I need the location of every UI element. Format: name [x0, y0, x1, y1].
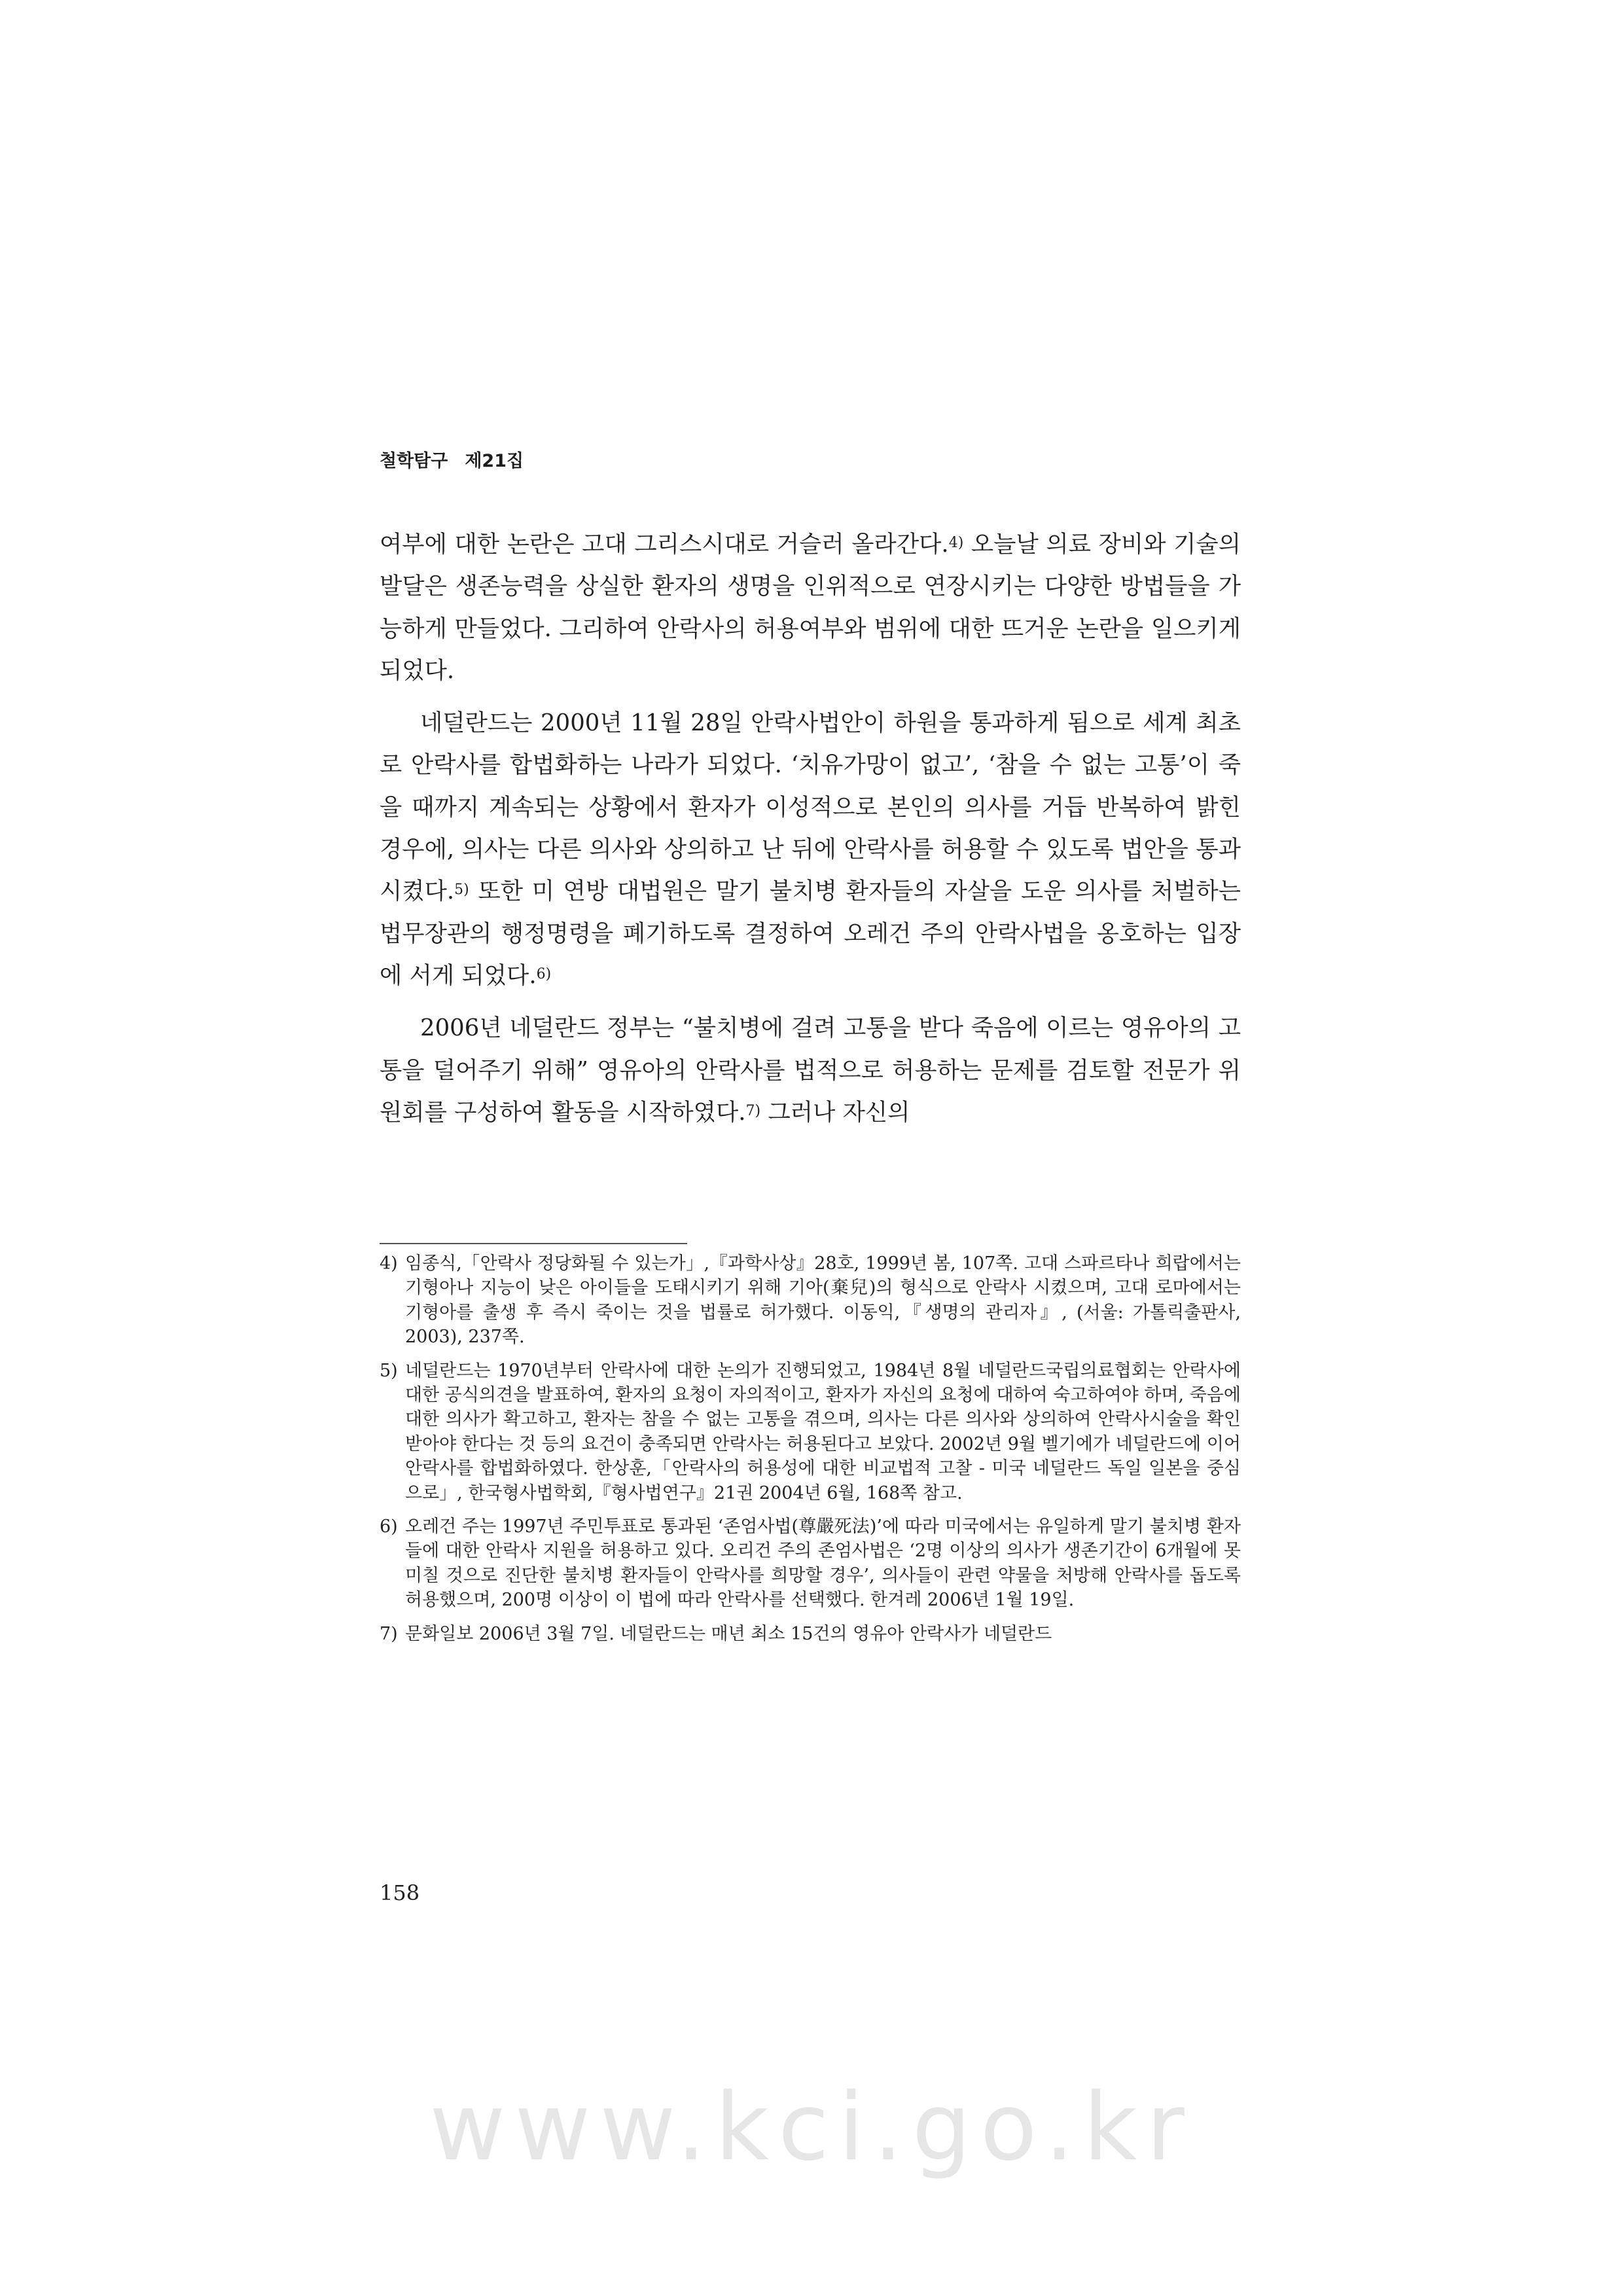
footnote	[380, 1622, 1241, 1646]
journal-title: 철학탐구	[380, 451, 448, 471]
footnote-number: 7)	[380, 1623, 398, 1644]
body-paragraph: 여부에 대한 논란은 고대 그리스시대로 거슬러 올라간다.$^{4)}$ 오늘날 의료 장비와 기술의 발달은 생존능력을 상실한 환자의 생명을 인위적으로 연장시키는 다양한 방법들을 가능하게 만들었다. 그리하여 안락사의 허용여부와 범위에 대한 뜨거운 논란을 일으키게 되었다.	[380, 531, 1241, 684]
footnote-number: 6)	[380, 1516, 398, 1537]
running-header	[380, 446, 524, 472]
footnote	[380, 1251, 1241, 1350]
issue-number: 제21집	[465, 451, 524, 471]
footnote-marker: 6)	[536, 965, 552, 982]
footnotes	[380, 1251, 1241, 1655]
footnote	[380, 1515, 1241, 1613]
footnote-text: 오레건 주는 1997년 주민투표로 통과된 ‘존엄사법(尊嚴死法)’에 따라 미국에서는 유일하게 말기 불치병 환자들에 대한 안락사 지원을 허용하고 있다. 오리건 주의 존엄사법은 ‘2명 이상의 의사가 생존기간이 6개월에 못 미칠 것으로 진단한 불치병 환자들이 안락사를 희망할 경우’, 의사들이 관련 약물을 처방해 안락사를 돕도록 허용했으며, 200명 이상이 이 법에 따라 안락사를 선택했다. 한겨레 2006년 1월 19일.	[405, 1516, 1241, 1611]
footnote-divider	[380, 1243, 687, 1244]
footnote-text: 임종식,「안락사 정당화될 수 있는가」,『과학사상』28호, 1999년 봄, 107쪽. 고대 스파르타나 희랍에서는 기형아나 지능이 낮은 아이들을 도태시키기 위해 기아(棄兒)의 형식으로 안락사 시켰으며, 고대 로마에서는 기형아를 출생 후 즉시 죽이는 것을 법률로 허가했다. 이동익,『생명의 관리자』, (서울: 가톨릭출판사, 2003), 237쪽.	[405, 1253, 1241, 1348]
footnote-marker: 7)	[745, 1102, 761, 1119]
footnote-number: 4)	[380, 1253, 398, 1274]
footnote-marker: 4)	[948, 535, 964, 551]
body-text	[380, 524, 1241, 1134]
footnote	[380, 1359, 1241, 1505]
footnote-text: 네덜란드는 1970년부터 안락사에 대한 논의가 진행되었고, 1984년 8월 네덜란드국립의료협회는 안락사에 대한 공식의견을 발표하여, 환자의 요청이 자의적이고, 환자가 자신의 요청에 대하여 숙고하여야 하며, 죽음에 대한 의사가 확고하고, 환자는 참을 수 없는 고통을 겪으며, 의사는 다른 의사와 상의하여 안락사시술을 확인받아야 한다는 것 등의 요건이 충족되면 안락사는 허용된다고 보았다. 2002년 9월 벨기에가 네덜란드에 이어 안락사를 합법화하였다. 한상훈,「안락사의 허용성에 대한 비교법적 고찰 - 미국 네덜란드 독일 일본을 중심으로」, 한국형사법학회,『형사법연구』21권 2004년 6월, 168쪽 참고.	[405, 1360, 1241, 1503]
body-paragraph: 2006년 네덜란드 정부는 “불치병에 걸려 고통을 받다 죽음에 이르는 영유아의 고통을 덜어주기 위해” 영유아의 안락사를 법적으로 허용하는 문제를 검토할 전문가 위원회를 구성하여 활동을 시작하였다.$^{7)}$ 그러나 자신의	[380, 1014, 1241, 1126]
page-number: 158	[380, 1880, 420, 1905]
watermark: www.kci.go.kr	[429, 2073, 1194, 2181]
footnote-number: 5)	[380, 1360, 398, 1381]
body-paragraph: 네덜란드는 2000년 11월 28일 안락사법안이 하원을 통과하게 됨으로 세계 최초로 안락사를 합법화하는 나라가 되었다. ‘치유가망이 없고’, ‘참을 수 없는 고통’이 죽을 때까지 계속되는 상황에서 환자가 이성적으로 본인의 의사를 거듭 반복하여 밝힌 경우에, 의사는 다른 의사와 상의하고 난 뒤에 안락사를 허용할 수 있도록 법안을 통과시켰다.$^{5)}$ 또한 미 연방 대법원은 말기 불치병 환자들의 자살을 도운 의사를 처벌하는 법무장관의 행정명령을 폐기하도록 결정하여 오레건 주의 안락사법을 옹호하는 입장에 서게 되었다.$^{6)}$	[380, 709, 1241, 989]
footnote-text: 문화일보 2006년 3월 7일. 네덜란드는 매년 최소 15건의 영유아 안락사가 네덜란드	[405, 1623, 1052, 1644]
footnote-marker: 5)	[454, 882, 469, 899]
